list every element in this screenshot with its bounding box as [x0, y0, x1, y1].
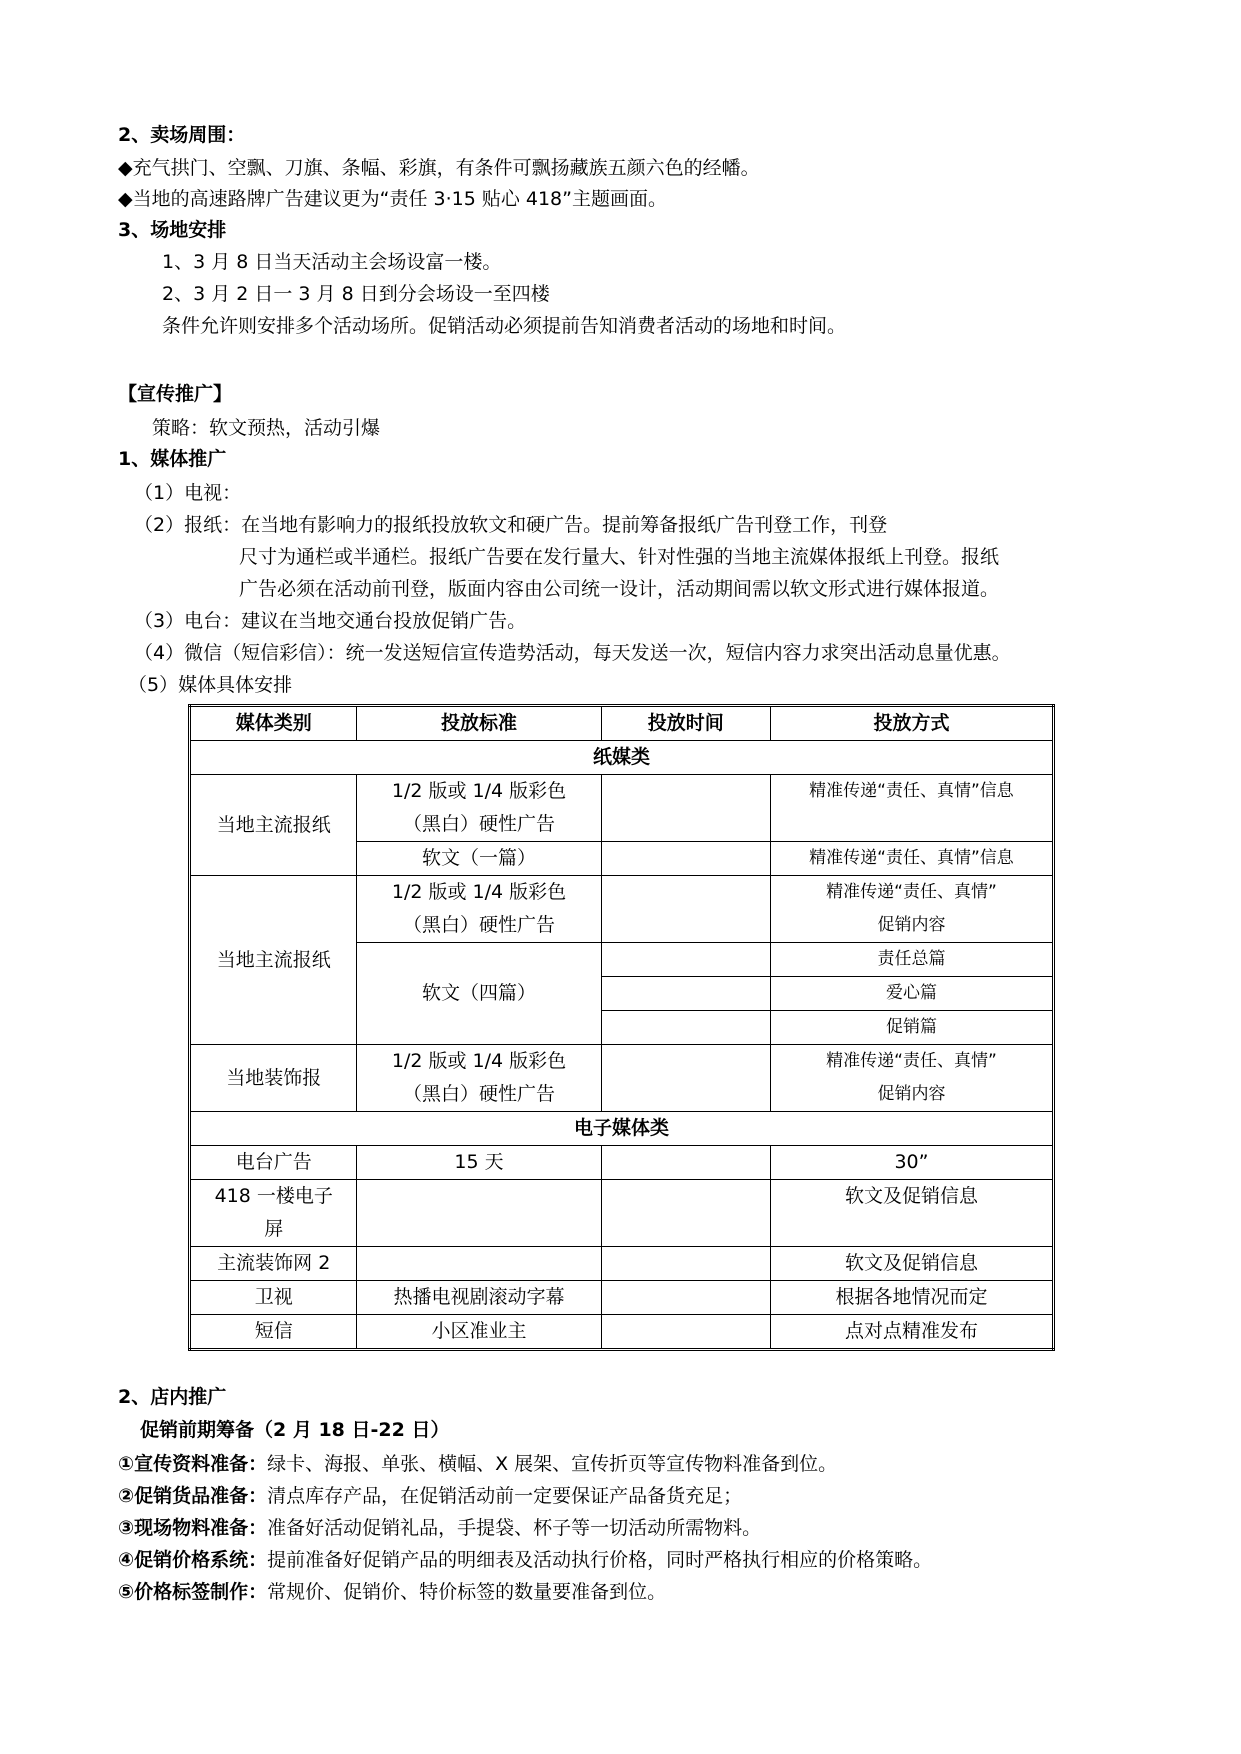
- table-cell-time: [601, 842, 770, 876]
- cell-line: 精准传递“责任、真情”: [826, 1051, 997, 1071]
- instore-subheading: 促销前期筹备（2 月 18 日-22 日）: [140, 1419, 450, 1441]
- table-cell-type: 当地主流报纸: [190, 775, 357, 876]
- table-cell-method: [770, 1045, 1053, 1112]
- site-item: 1、3 月 8 日当天活动主会场设富一楼。: [162, 251, 502, 273]
- table-cell-time: [601, 1011, 770, 1045]
- table-cell-method: 30”: [770, 1146, 1053, 1180]
- instore-item-text: 提前准备好促销产品的明细表及活动执行价格，同时严格执行相应的价格策略。: [267, 1549, 933, 1571]
- table-cell-method: 爱心篇: [770, 977, 1053, 1011]
- site-item: 2、3 月 2 日一 3 月 8 日到分会场设一至四楼: [162, 283, 550, 305]
- section-heading-site: 3、场地安排: [118, 219, 227, 241]
- table-cell-time: [601, 876, 770, 943]
- table-cell-type: 电台广告: [190, 1146, 357, 1180]
- table-cell-time: [601, 1045, 770, 1112]
- venue-item: ◆当地的高速路牌广告建议更为“责任 3·15 贴心 418”主题画面。: [118, 188, 667, 210]
- instore-item-label: ⑤价格标签制作：: [118, 1581, 268, 1603]
- table-cell-standard: [357, 775, 601, 842]
- table-cell-standard: [357, 1045, 601, 1112]
- cell-line: 促销内容: [877, 915, 946, 935]
- media-item: （2）报纸：在当地有影响力的报纸投放软文和硬广告。提前筹备报纸广告刊登工作，刊登: [134, 514, 888, 536]
- instore-item-label: ③现场物料准备：: [118, 1517, 268, 1539]
- table-cell-type: 主流装饰网 2: [190, 1247, 357, 1281]
- venue-item: ◆充气拱门、空飘、刀旗、条幅、彩旗，有条件可飘扬藏族五颜六色的经幡。: [118, 157, 760, 179]
- instore-item-text: 清点库存产品，在促销活动前一定要保证产品备货充足；: [267, 1485, 743, 1507]
- media-heading: 1、媒体推广: [118, 448, 227, 470]
- table-cell-time: [601, 1281, 770, 1315]
- media-item: （3）电台：建议在当地交通台投放促销广告。: [134, 610, 527, 632]
- cell-line: 屏: [264, 1218, 284, 1240]
- table-cell-time: [601, 1146, 770, 1180]
- table-cell-method: 精准传递“责任、真情”信息: [770, 842, 1053, 876]
- header-standard: 投放标准: [357, 706, 601, 741]
- cell-line: 1/2 版或 1/4 版彩色: [391, 780, 567, 802]
- table-cell-standard: 小区准业主: [357, 1315, 601, 1350]
- cell-line: 精准传递“责任、真情”: [826, 882, 997, 902]
- instore-item-label: ①宣传资料准备：: [118, 1453, 268, 1475]
- table-cell-type: [190, 1180, 357, 1247]
- section-row-paper: 纸媒类: [190, 741, 1054, 775]
- cell-line: 1/2 版或 1/4 版彩色: [391, 881, 567, 903]
- table-cell-method: 责任总篇: [770, 943, 1053, 977]
- table-cell-method: 点对点精准发布: [770, 1315, 1053, 1350]
- table-cell-method: 根据各地情况而定: [770, 1281, 1053, 1315]
- instore-item: [118, 1516, 761, 1540]
- table-cell-time: [601, 977, 770, 1011]
- instore-item: [118, 1548, 932, 1572]
- table-cell-type: 当地装饰报: [190, 1045, 357, 1112]
- table-cell-standard: [357, 876, 601, 943]
- strategy-line: 策略：软文预热，活动引爆: [152, 417, 381, 439]
- media-schedule-table: [188, 704, 1055, 1351]
- table-cell-time: [601, 1247, 770, 1281]
- table-cell-method: 软文及促销信息: [770, 1247, 1053, 1281]
- table-cell-method: 促销篇: [770, 1011, 1053, 1045]
- cell-line: （黑白）硬性广告: [403, 1083, 556, 1105]
- table-cell-standard: 热播电视剧滚动字幕: [357, 1281, 601, 1315]
- header-method: 投放方式: [770, 706, 1053, 741]
- table-header-row: [190, 706, 1054, 741]
- table-cell-type: 短信: [190, 1315, 357, 1350]
- table-cell-standard: [357, 1180, 601, 1247]
- section-heading-promotion: 【宣传推广】: [118, 383, 233, 405]
- table-cell-standard: [357, 1247, 601, 1281]
- media-item: （5）媒体具体安排: [128, 674, 293, 696]
- table-cell-method: [770, 876, 1053, 943]
- instore-item-text: 绿卡、海报、单张、横幅、X 展架、宣传折页等宣传物料准备到位。: [267, 1453, 838, 1475]
- cell-line: 1/2 版或 1/4 版彩色: [391, 1050, 567, 1072]
- header-media-type: 媒体类别: [190, 706, 357, 741]
- media-item: （1）电视：: [134, 482, 242, 504]
- instore-item-text: 准备好活动促销礼品，手提袋、杯子等一切活动所需物料。: [267, 1517, 762, 1539]
- table-cell-time: [601, 1315, 770, 1350]
- header-time: 投放时间: [601, 706, 770, 741]
- table-cell-method: 精准传递“责任、真情”信息: [770, 775, 1053, 842]
- section-heading-instore: 2、店内推广: [118, 1386, 227, 1408]
- instore-item: [118, 1452, 837, 1476]
- table-cell-method: 软文及促销信息: [770, 1180, 1053, 1247]
- cell-line: （黑白）硬性广告: [403, 813, 556, 835]
- section-row-electronic: 电子媒体类: [190, 1112, 1054, 1146]
- table-cell-standard: 软文（四篇）: [357, 943, 601, 1045]
- cell-line: 促销内容: [877, 1084, 946, 1104]
- table-cell-type: 当地主流报纸: [190, 876, 357, 1045]
- instore-item: [118, 1484, 742, 1508]
- table-cell-time: [601, 1180, 770, 1247]
- section-heading-venue: 2、卖场周围：: [118, 124, 246, 146]
- site-item: 条件允许则安排多个活动场所。促销活动必须提前告知消费者活动的场地和时间。: [162, 315, 847, 337]
- instore-item: [118, 1580, 666, 1604]
- instore-item-label: ②促销货品准备：: [118, 1485, 268, 1507]
- instore-item-label: ④促销价格系统：: [118, 1549, 268, 1571]
- table-cell-standard: 软文（一篇）: [357, 842, 601, 876]
- table-cell-standard: 15 天: [357, 1146, 601, 1180]
- media-item: （4）微信（短信彩信）：统一发送短信宣传造势活动，每天发送一次，短信内容力求突出活动息量优惠。: [134, 642, 1011, 664]
- table-cell-type: 卫视: [190, 1281, 357, 1315]
- media-item-continued: 尺寸为通栏或半通栏。报纸广告要在发行量大、针对性强的当地主流媒体报纸上刊登。报纸: [239, 546, 1000, 568]
- table-cell-time: [601, 943, 770, 977]
- instore-item-text: 常规价、促销价、特价标签的数量要准备到位。: [267, 1581, 667, 1603]
- cell-line: 418 一楼电子: [214, 1185, 333, 1207]
- table-cell-time: [601, 775, 770, 842]
- cell-line: （黑白）硬性广告: [403, 914, 556, 936]
- media-item-continued: 广告必须在活动前刊登，版面内容由公司统一设计，活动期间需以软文形式进行媒体报道。: [239, 578, 1000, 600]
